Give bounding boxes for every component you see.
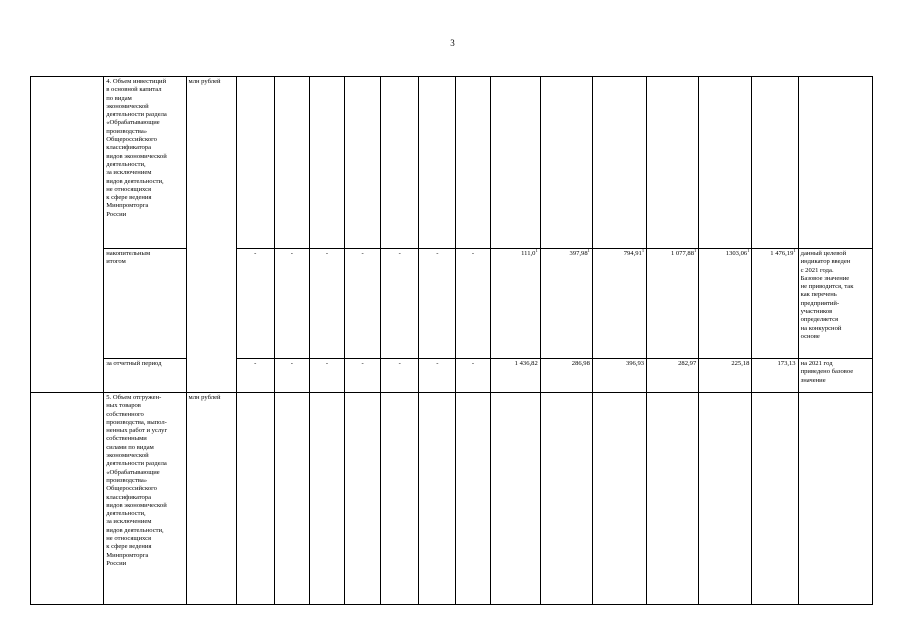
value-cell: 1 077,88$^1$: [647, 249, 699, 359]
cumulative-note: данный целевой индикатор введен с 2021 года. Базовое значение не приводится, так как перечень предприятий- участников определяется на конкурсной основе: [798, 249, 872, 359]
dash-cell: -: [345, 249, 381, 359]
empty-cell: [31, 393, 104, 605]
dash-cell: -: [456, 359, 490, 393]
indicator-4-unit: млн рублей: [186, 77, 236, 393]
indicator-5-unit: млн рублей: [186, 393, 236, 605]
dash-cell: -: [309, 249, 344, 359]
dash-cell: -: [274, 359, 309, 393]
value-cell: 396,93: [592, 359, 646, 393]
value-cell: 282,97: [647, 359, 699, 393]
indicator-5-row: [31, 393, 873, 605]
page-number: 3: [450, 38, 455, 48]
period-row: [31, 359, 873, 393]
value-cell: 111,0$^1$: [490, 249, 540, 359]
cumulative-label: накопительным итогом: [104, 249, 186, 359]
dash-cell: -: [381, 249, 419, 359]
dash-cell: -: [236, 249, 274, 359]
value-cell: 1 436,82: [490, 359, 540, 393]
value-cell: 225,18: [699, 359, 752, 393]
dash-cell: -: [456, 249, 490, 359]
indicator-4-row: [31, 77, 873, 249]
indicators-table: [30, 76, 873, 605]
dash-cell: -: [274, 249, 309, 359]
empty-cell: [31, 77, 104, 393]
value-cell: 1303,06$^1$: [699, 249, 752, 359]
period-note: на 2021 год приведено базовое значение: [798, 359, 872, 393]
dash-cell: -: [419, 249, 456, 359]
cumulative-row: [31, 249, 873, 359]
value-cell: 1 476,19$^1$: [752, 249, 798, 359]
dash-cell: -: [419, 359, 456, 393]
dash-cell: -: [381, 359, 419, 393]
value-cell: 794,91$^1$: [592, 249, 646, 359]
dash-cell: -: [345, 359, 381, 393]
value-cell: 286,98: [540, 359, 592, 393]
value-cell: 397,98$^1$: [540, 249, 592, 359]
value-cell: 173,13: [752, 359, 798, 393]
indicator-4-name: 4. Объем инвестиций в основной капитал по видам экономической деятельности раздела «Обрабатывающие производства» Общероссийского классификатора видов экономической деятельности, за исключением видов деятельности, не относящихся к сфере ведения Минпромторга России: [104, 77, 186, 249]
period-label: за отчетный период: [104, 359, 186, 393]
dash-cell: -: [236, 359, 274, 393]
dash-cell: -: [309, 359, 344, 393]
indicator-5-name: 5. Объем отгружен- ных товаров собственного производства, выпол- ненных работ и услуг собственными силами по видам экономической деятельности раздела «Обрабатывающие производства» Общероссийского классификатора видов экономической деятельности, за исключением видов деятельности, не относящихся к сфере ведения Минпромторга России: [104, 393, 186, 605]
